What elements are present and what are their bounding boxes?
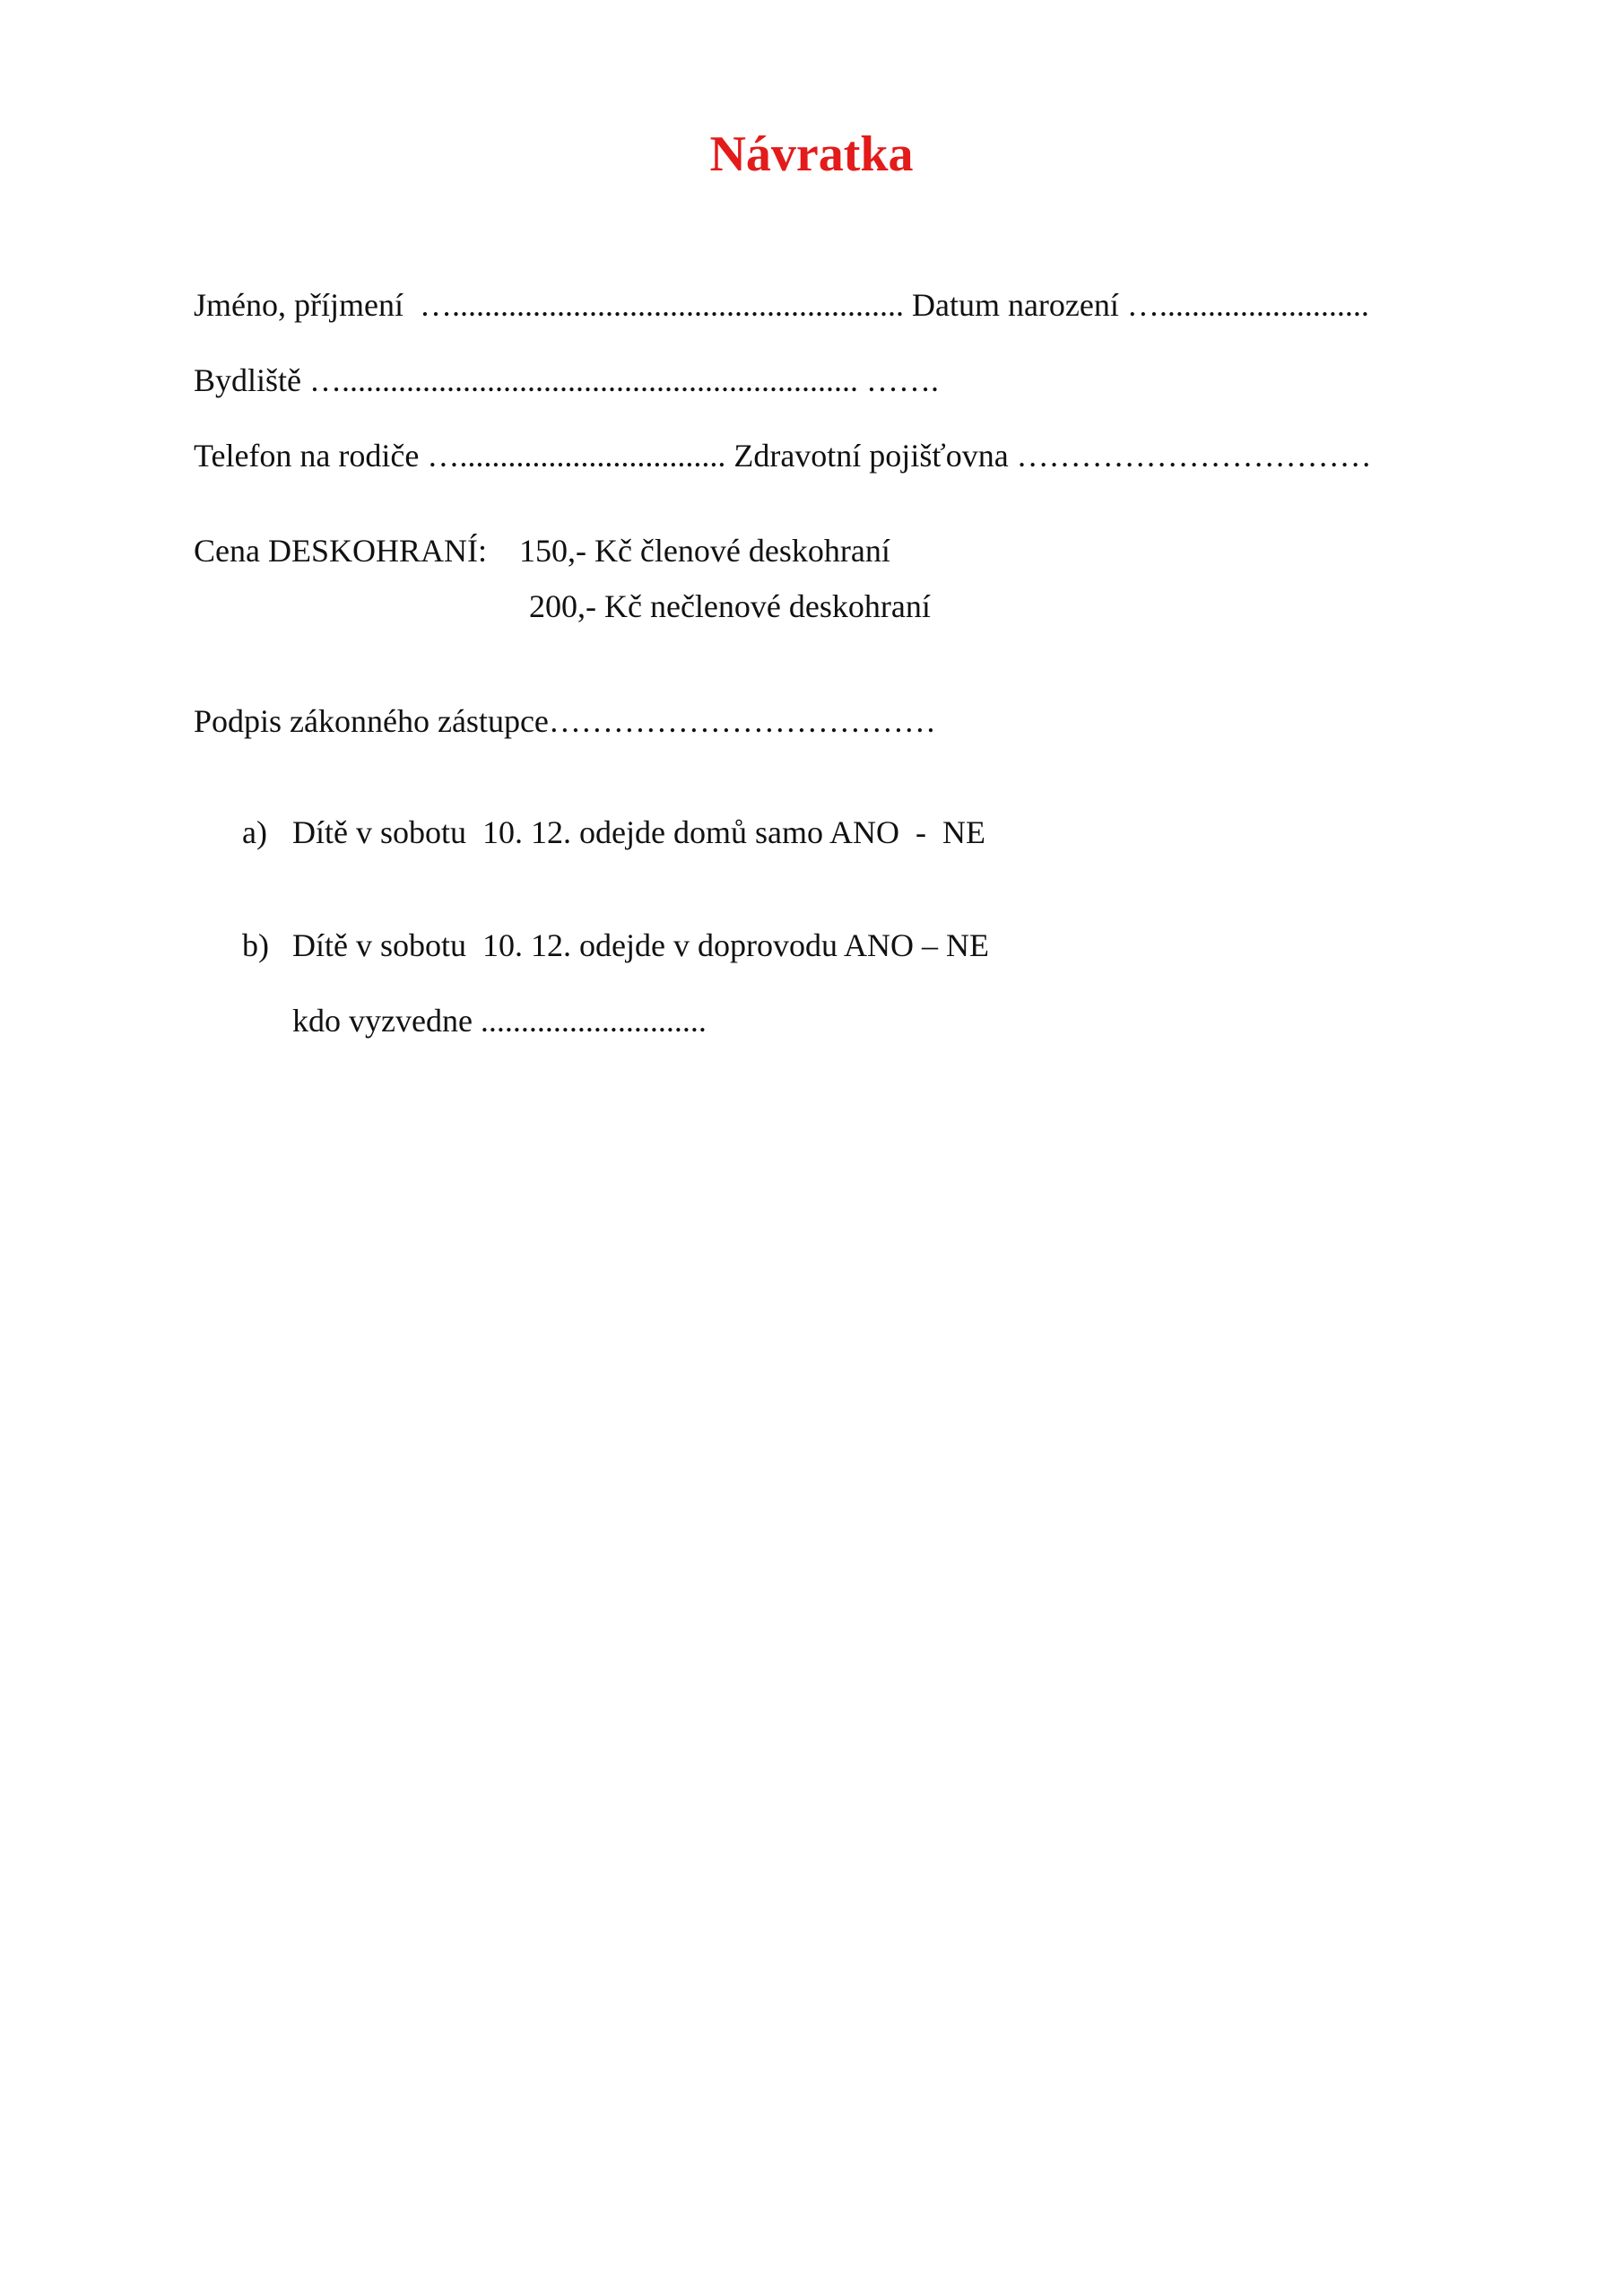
address-line: Bydliště …................................................................ ……. <box>194 362 940 398</box>
option-b-marker: b) <box>242 927 269 963</box>
option-a-text: Dítě v sobotu 10. 12. odejde domů samo ANO - NE <box>292 814 985 850</box>
pickup-person-line: kdo vyzvedne ............................ <box>292 1003 707 1039</box>
guardian-signature-line: Podpis zákonného zástupce……………………………… <box>194 703 936 739</box>
name-birthdate-line: Jméno, příjmení …........................................................ Datum narození ….......................... <box>194 287 1369 323</box>
price-line-members: Cena DESKOHRANÍ: 150,- Kč členové deskohraní <box>194 533 890 569</box>
option-a-marker: a) <box>242 814 267 850</box>
option-b-text: Dítě v sobotu 10. 12. odejde v doprovodu ANO – NE <box>292 927 989 963</box>
phone-insurance-line: Telefon na rodiče …................................. Zdravotní pojišťovna …………………………… <box>194 438 1372 474</box>
price-line-nonmembers: 200,- Kč nečlenové deskohraní <box>529 588 931 624</box>
document-title: Návratka <box>709 126 914 182</box>
